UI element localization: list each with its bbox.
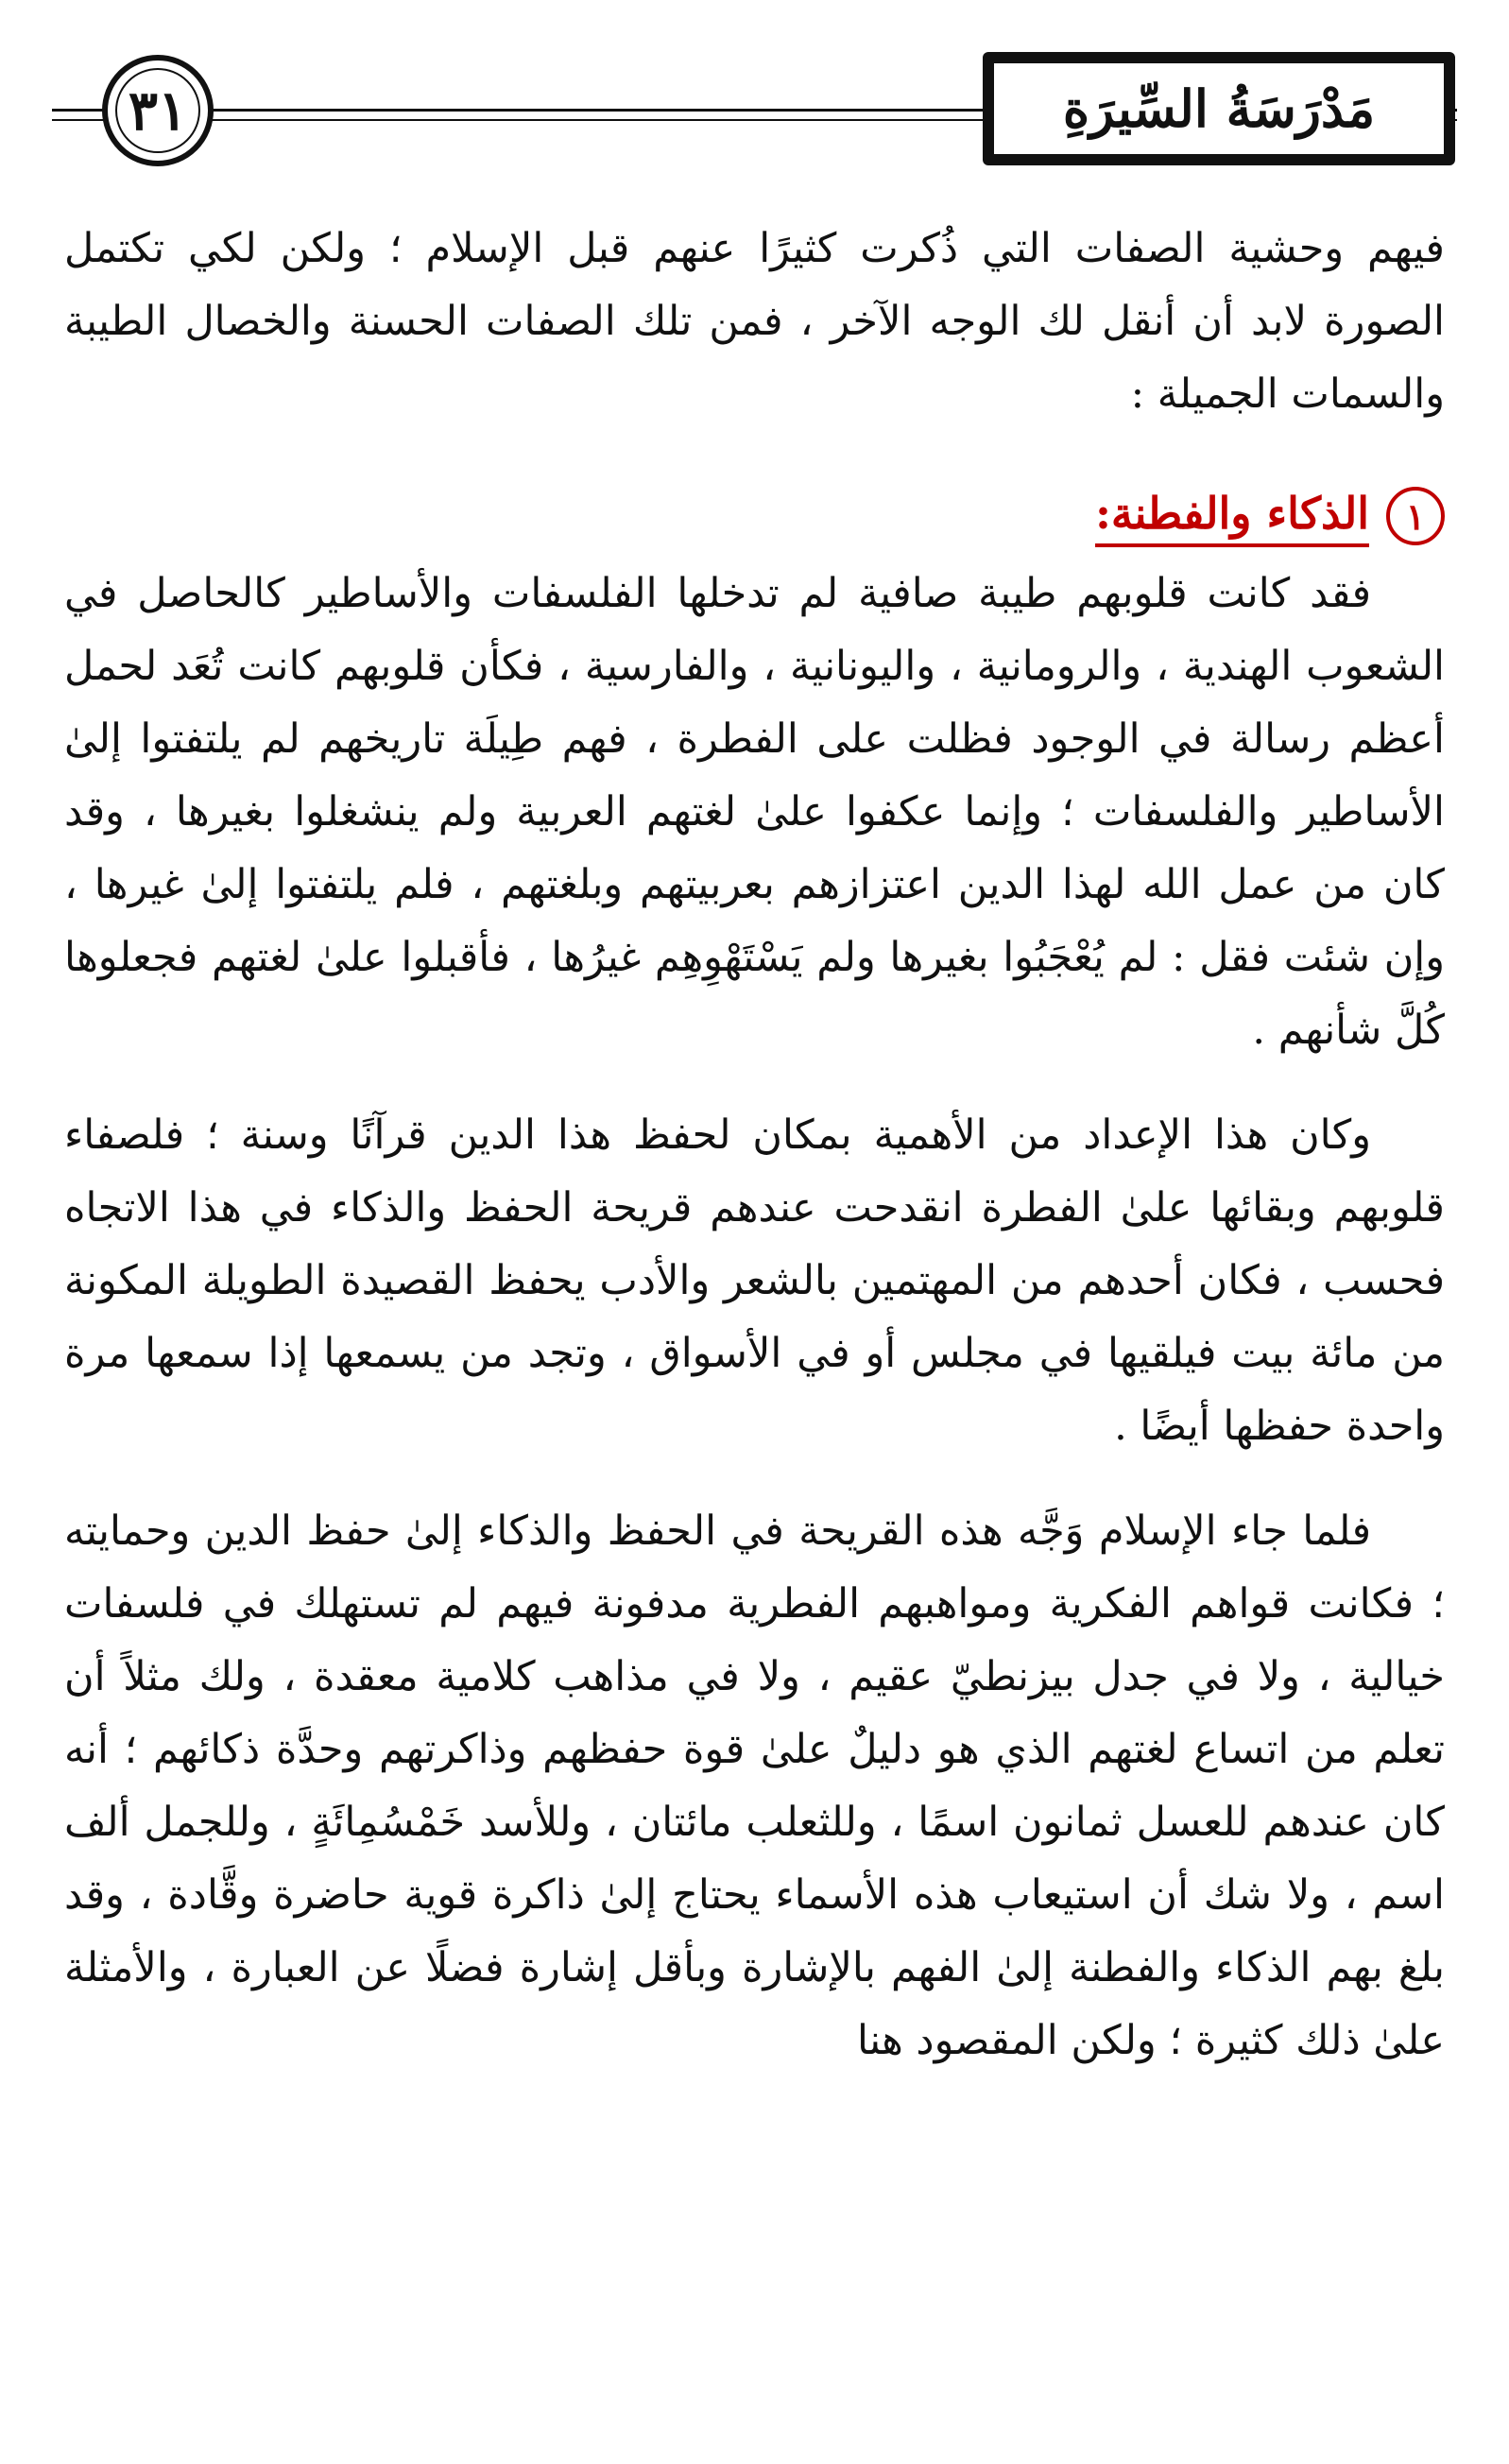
section-number: ١	[1405, 494, 1426, 538]
section-title: الذكاء والفطنة:	[1095, 485, 1369, 547]
book-title: مَدْرَسَةُ السِّيرَةِ	[1062, 78, 1376, 139]
section-number-circle	[1386, 487, 1445, 545]
page-number-badge	[102, 55, 214, 166]
page-body	[64, 213, 1445, 2077]
section-heading	[64, 480, 1445, 552]
book-title-badge	[983, 52, 1455, 165]
paragraph-2: فقد كانت قلوبهم طيبة صافية لم تدخلها الفلسفات والأساطير كالحاصل في الشعوب الهندية ، والرومانية ، واليونانية ، والفارسية ، فكأن قلوبهم كانت تُعَد لحمل أعظم رسالة في الوجود فظلت على الفطرة ، فهم طِيلَة تاريخهم لم يلتفتوا إلىٰ الأساطير والفلسفات ؛ وإنما عكفوا علىٰ لغتهم العربية ولم ينشغلوا بغيرها ، وقد كان من عمل الله لهذا الدين اعتزازهم بعربيتهم وبلغتهم ، فلم يلتفتوا إلىٰ غيرها ، وإن شئت فقل : لم يُعْجَبُوا بغيرها ولم يَسْتَهْوِهِم غيرُها ، فأقبلوا علىٰ لغتهم فجعلوها كُلَّ شأنهم .	[64, 570, 1445, 1054]
book-title-frame	[991, 60, 1447, 157]
page-number: ٣١	[128, 78, 188, 143]
paragraph-1: فيهم وحشية الصفات التي ذُكرت كثيرًا عنهم قبل الإسلام ؛ ولكن لكي تكتمل الصورة لابد أن أنقل لك الوجه الآخر ، فمن تلك الصفات الحسنة والخصال الطيبة والسمات الجميلة :	[64, 225, 1445, 418]
paragraph-3: وكان هذا الإعداد من الأهمية بمكان لحفظ هذا الدين قرآنًا وسنة ؛ فلصفاء قلوبهم وبقائها علىٰ الفطرة انقدحت عندهم قريحة الحفظ والذكاء في هذا الاتجاه فحسب ، فكان أحدهم من المهتمين بالشعر والأدب يحفظ القصيدة الطويلة المكونة من مائة بيت فيلقيها في مجلس أو في الأسواق ، وتجد من يسمعها إذا سمعها مرة واحدة حفظها أيضًا .	[64, 1111, 1445, 1450]
paragraph-4: فلما جاء الإسلام وَجَّه هذه القريحة في الحفظ والذكاء إلىٰ حفظ الدين وحمايته ؛ فكانت قواهم الفكرية ومواهبهم الفطرية مدفونة فيهم لم تستهلك في فلسفات خيالية ، ولا في جدل بيزنطيّ عقيم ، ولا في مذاهب كلامية معقدة ، ولك مثلاً أن تعلم من اتساع لغتهم الذي هو دليلٌ علىٰ قوة حفظهم وذاكرتهم وحدَّة ذكائهم ؛ أنه كان عندهم للعسل ثمانون اسمًا ، وللثعلب مائتان ، وللأسد خَمْسُمِائَةٍ ، وللجمل ألف اسم ، ولا شك أن استيعاب هذه الأسماء يحتاج إلىٰ ذاكرة قوية حاضرة وقَّادة ، وقد بلغ بهم الذكاء والفطنة إلىٰ الفهم بالإشارة وبأقل إشارة فضلًا عن العبارة ، والأمثلة علىٰ ذلك كثيرة ؛ ولكن المقصود هنا	[64, 1508, 1445, 2064]
